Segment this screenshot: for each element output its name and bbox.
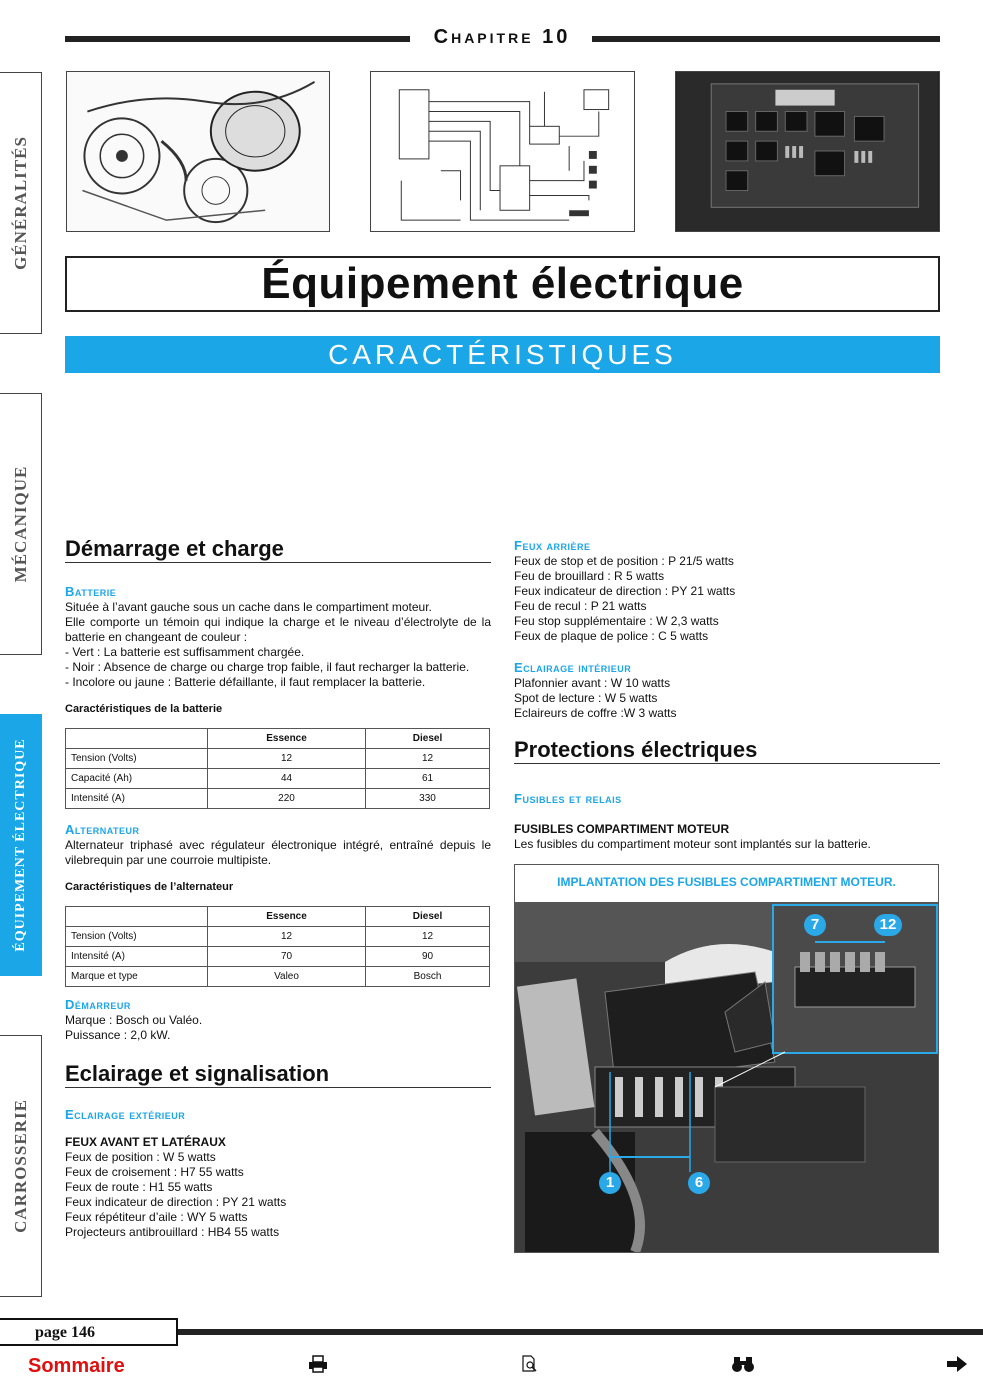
heading-feux-arriere: Feux arrière — [514, 538, 591, 553]
feux-arriere-6: Feux de plaque de police : C 5 watts — [514, 629, 709, 643]
figure-label-6: 6 — [688, 1172, 710, 1194]
right-column — [514, 538, 940, 852]
left-column — [65, 536, 491, 1240]
feux-avant-1: Feux de position : W 5 watts — [65, 1150, 216, 1164]
page-number-box — [0, 1318, 178, 1346]
alternateur-table — [65, 906, 490, 987]
tab-equipement-electrique[interactable] — [0, 714, 42, 976]
chapter-title: Chapitre 10 — [433, 26, 571, 48]
demarreur-text-2: Puissance : 2,0 kW. — [65, 1028, 171, 1042]
batterie-table — [65, 728, 490, 809]
feux-avant-4: Feux indicateur de direction : PY 21 watts — [65, 1195, 287, 1209]
feux-arriere-3: Feux indicateur de direction : PY 21 watts — [514, 584, 736, 598]
heading-eclairage-interieur: Eclairage intérieur — [514, 660, 632, 675]
heading-batterie: Batterie — [65, 584, 117, 599]
eclairage-int-1: Plafonnier avant : W 10 watts — [514, 676, 671, 690]
feux-arriere-1: Feux de stop et de position : P 21/5 watts — [514, 554, 734, 568]
tab-equipement-label: ÉQUIPEMENT ÉLECTRIQUE — [12, 738, 28, 952]
eclairage-int-3: Eclaireurs de coffre :W 3 watts — [514, 706, 677, 720]
heading-eclairage: Eclairage et signalisation — [65, 1061, 491, 1088]
page-title: Équipement électrique — [65, 256, 940, 312]
heading-demarrage: Démarrage et charge — [65, 536, 491, 563]
batterie-table-title: Caractéristiques de la batterie — [65, 703, 223, 715]
feux-arriere-5: Feu stop supplémentaire : W 2,3 watts — [514, 614, 719, 628]
binoculars-icon[interactable] — [731, 1355, 755, 1378]
tab-generalites-label: GÉNÉRALITÉS — [10, 136, 30, 270]
figure-caption: IMPLANTATION DES FUSIBLES COMPARTIMENT MOTEUR. — [557, 875, 896, 889]
fusibles-text: Les fusibles du compartiment moteur sont implantés sur la batterie. — [514, 837, 871, 851]
table-header-row: Essence Diesel — [66, 729, 490, 749]
page-number: page 146 — [35, 1324, 95, 1341]
table-row: Tension (Volts) 12 12 — [66, 749, 490, 769]
table-row: Intensité (A) 70 90 — [66, 947, 490, 967]
heading-fusibles: Fusibles et relais — [514, 791, 622, 806]
section-band: CARACTÉRISTIQUES — [65, 336, 940, 373]
table-header-row: Essence Diesel — [66, 907, 490, 927]
demarreur-text-1: Marque : Bosch ou Valéo. — [65, 1013, 203, 1027]
tab-generalites[interactable] — [0, 72, 42, 334]
figure-label-7: 7 — [804, 914, 826, 936]
batterie-text-5: - Incolore ou jaune : Batterie défaillante, il faut remplacer la batterie. — [65, 675, 426, 689]
feux-avant-title: FEUX AVANT ET LATÉRAUX — [65, 1135, 226, 1149]
tab-mecanique-label: MÉCANIQUE — [10, 465, 30, 583]
feux-avant-6: Projecteurs antibrouillard : HB4 55 watts — [65, 1225, 280, 1239]
eclairage-int-2: Spot de lecture : W 5 watts — [514, 691, 658, 705]
table-row: Marque et type Valeo Bosch — [66, 967, 490, 987]
tab-mecanique[interactable] — [0, 393, 42, 655]
wiring-diagram-thumbnail — [370, 71, 635, 232]
fusebox-figure — [514, 864, 939, 1253]
figure-label-1: 1 — [599, 1172, 621, 1194]
arrow-right-icon[interactable] — [946, 1355, 968, 1378]
alternateur-text: Alternateur triphasé avec régulateur électronique intégré, entraîné depuis le vilebrequin par une courroie multipiste. — [65, 838, 491, 867]
sommaire-link[interactable]: Sommaire — [28, 1355, 125, 1377]
header-rule-left — [65, 36, 410, 42]
feux-avant-2: Feux de croisement : H7 55 watts — [65, 1165, 244, 1179]
footer-rule — [178, 1329, 983, 1335]
header-rule-right — [592, 36, 940, 42]
tab-carrosserie[interactable] — [0, 1035, 42, 1297]
document-zoom-icon[interactable] — [521, 1355, 539, 1378]
table-row: Tension (Volts) 12 12 — [66, 927, 490, 947]
tab-carrosserie-label: CARROSSERIE — [10, 1099, 30, 1233]
feux-avant-3: Feux de route : H1 55 watts — [65, 1180, 213, 1194]
feux-avant-5: Feux répétiteur d’aile : WY 5 watts — [65, 1210, 248, 1224]
printer-icon[interactable] — [308, 1355, 328, 1378]
feux-arriere-4: Feu de recul : P 21 watts — [514, 599, 647, 613]
alternateur-table-title: Caractéristiques de l’alternateur — [65, 881, 234, 893]
alternator-illustration — [66, 71, 330, 232]
figure-label-12: 12 — [874, 914, 902, 936]
batterie-text-4: - Noir : Absence de charge ou charge trop faible, il faut recharger la batterie. — [65, 660, 470, 674]
table-row: Capacité (Ah) 44 61 — [66, 769, 490, 789]
fusebox-photo — [515, 902, 938, 1252]
heading-alternateur: Alternateur — [65, 822, 140, 837]
batterie-text-3: - Vert : La batterie est suffisamment chargée. — [65, 645, 305, 659]
fusebox-photo-thumbnail — [675, 71, 940, 232]
heading-eclairage-exterieur: Eclairage extérieur — [65, 1107, 186, 1122]
batterie-text-1: Située à l’avant gauche sous un cache dans le compartiment moteur. — [65, 600, 432, 614]
fusibles-title: FUSIBLES COMPARTIMENT MOTEUR — [514, 822, 730, 836]
heading-demarreur: Démarreur — [65, 997, 131, 1012]
table-row: Intensité (A) 220 330 — [66, 789, 490, 809]
batterie-text-2: Elle comporte un témoin qui indique la charge et le niveau d’électrolyte de la batterie en changeant de couleur : — [65, 615, 491, 644]
heading-protections: Protections électriques — [514, 737, 940, 764]
feux-arriere-2: Feu de brouillard : R 5 watts — [514, 569, 665, 583]
